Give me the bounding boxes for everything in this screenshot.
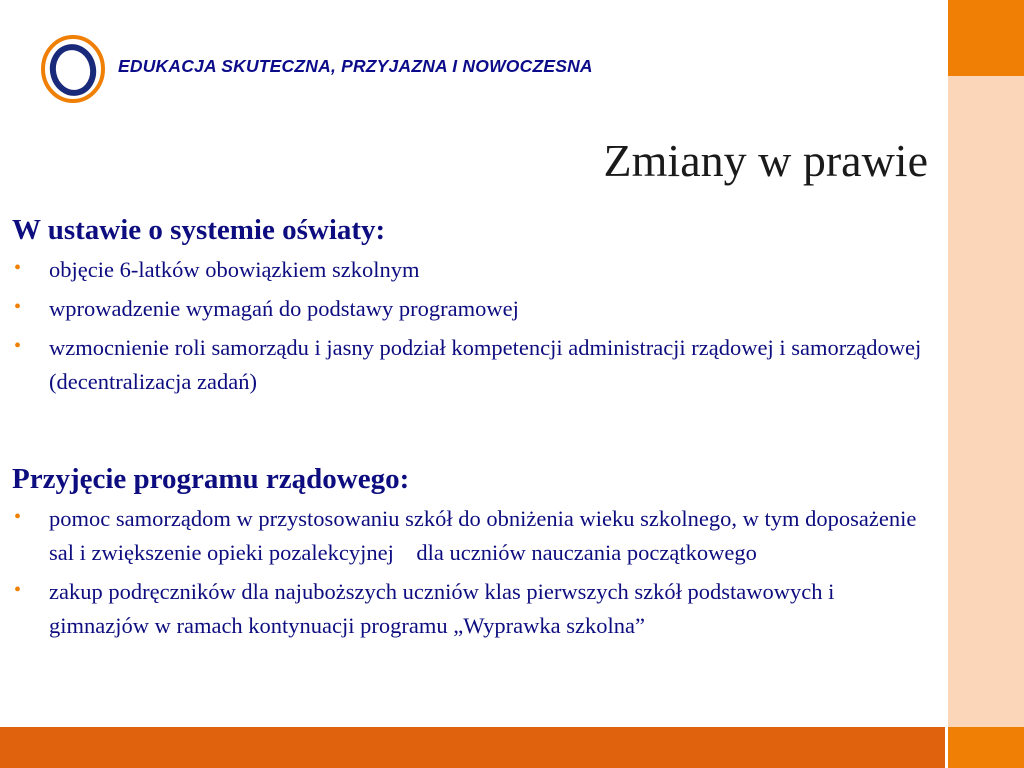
section-heading: W ustawie o systemie oświaty: <box>12 214 386 246</box>
bullet-list <box>12 253 932 399</box>
list-item <box>12 502 932 570</box>
list-item <box>12 575 932 643</box>
right-decorative-stripe <box>948 0 1024 768</box>
bullet-icon: • <box>14 579 22 601</box>
ring-logo-icon <box>40 34 106 104</box>
section-heading: Przyjęcie programu rządowego: <box>12 463 410 495</box>
list-item-text: zakup podręczników dla najuboższych uczniów klas pierwszych szkół podstawowych i gimnazjów w ramach kontynuacji programu „Wyprawka szkolna” <box>49 579 835 638</box>
list-item-text: wzmocnienie roli samorządu i jasny podział kompetencji administracji rządowej i samorządowej (decentralizacja zadań) <box>49 335 922 394</box>
section-education-law <box>12 212 932 404</box>
list-item-text: wprowadzenie wymagań do podstawy programowej <box>49 296 519 321</box>
bullet-list <box>12 502 932 643</box>
section-government-program <box>12 461 932 648</box>
list-item <box>12 331 932 399</box>
bullet-icon: • <box>14 506 22 528</box>
bottom-orange-bar <box>0 727 945 768</box>
top-right-orange-block <box>948 0 1024 76</box>
list-item-text: pomoc samorządom w przystosowaniu szkół do obniżenia wieku szkolnego, w tym doposażenie sal i zwiększenie opieki pozalekcyjnej dla uczniów nauczania początkowego <box>49 506 922 565</box>
bullet-icon: • <box>14 257 22 279</box>
list-item <box>12 292 932 326</box>
header-slogan: EDUKACJA SKUTECZNA, PRZYJAZNA I NOWOCZESNA <box>118 56 593 76</box>
list-item-text: objęcie 6-latków obowiązkiem szkolnym <box>49 257 420 282</box>
bullet-icon: • <box>14 296 22 318</box>
bullet-icon: • <box>14 335 22 357</box>
slide-title: Zmiany w prawie <box>603 135 928 186</box>
bottom-right-orange-block <box>948 727 1024 768</box>
list-item <box>12 253 932 287</box>
